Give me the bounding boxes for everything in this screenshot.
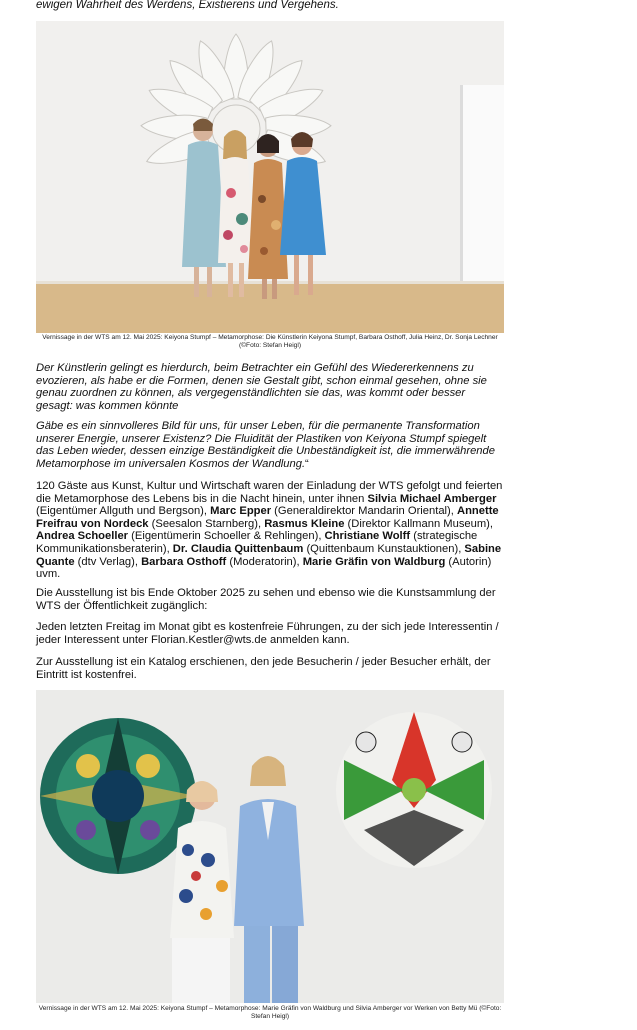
guest-barbara-osthoff: Barbara Osthoff: [141, 555, 227, 568]
intro-tail-text: ewigen Wahrheit des Werdens, Existierens und Vergehens.: [36, 0, 339, 11]
photo-2-image: [36, 690, 504, 1003]
guest-annette-von-nordeck: Annette Freifrau von Nordeck: [36, 505, 499, 530]
tours-paragraph: Jeden letzten Freitag im Monat gibt es kostenfreie Führungen, zu der sich jede Interessentin / jeder Interessent unter Florian.Kestler@wts.de anmelden kann.: [36, 621, 499, 646]
guest-marc-epper: Marc Epper: [210, 505, 272, 518]
quote-paragraph-1: Der Künstlerin gelingt es hierdurch, beim Betrachter ein Gefühl des Wiedererkennens zu evozieren, als habe er die Formen, denen sie Gestalt gibt, schon einmal gesehen, ohne sie genau zuordnen zu können, als vergegenständlichten sie das, was kommt oder besser gesagt: was kommen könnte: [36, 362, 487, 412]
exhibition-paragraph: Die Ausstellung ist bis Ende Oktober 2025 zu sehen und ebenso wie die Kunstsammlung der WTS der Öffentlichkeit zugänglich:: [36, 587, 496, 612]
quote-paragraph-2-text: Gäbe es ein sinnvolleres Bild für uns, für unser Leben, für die permanente Transformation unserer Energie, unserer Existenz? Die Fluidität der Plastiken von Keiyona Stumpf spiegelt das Leben wieder, dessen einzige Beständigkeit die Unbeständigkeit ist, die immerwährende Metamorphose im universalen Kosmos der Wandlung.: [36, 420, 495, 470]
guest-claudia-quittenbaum: Dr. Claudia Quittenbaum: [172, 542, 304, 555]
photo-vernissage-artist-group: [36, 21, 504, 333]
guests-paragraph: 120 Gäste aus Kunst, Kultur und Wirtschaft waren der Einladung der WTS gefolgt und feierten die Metamorphose des Lebens bis in die Nacht hinein, unter ihnen Silvia Michael Amberger (Eigentümer Allguth und Bergson), Marc Epper (Generaldirektor Mandarin Oriental), Annette Freifrau von Nordeck (Seesalon Starnberg), Rasmus Kleine (Direktor Kallmann Museum), Andrea Schoeller (Eigentümerin Schoeller & Rehlingen), Christiane Wolff (strategische Kommunikationsberaterin), Dr. Claudia Quittenbaum (Quittenbaum Kunstauktionen), Sabine Quante (dtv Verlag), Barbara Osthoff (Moderatorin), Marie Gräfin von Waldburg (Autorin) uvm.: [36, 480, 503, 581]
photo-1-image: [36, 21, 504, 333]
guest-andrea-schoeller: Andrea Schoeller: [36, 530, 129, 543]
photo-1-caption: Vernissage in der WTS am 12. Mai 2025: Keiyona Stumpf – Metamorphose: Die Künstlerin Keiyona Stumpf, Barbara Osthoff, Julia Heinz, Dr. Sonja Lechner (©Foto: Stefan Heigl): [42, 334, 498, 349]
guest-michael-amberger: Michael Amberger: [399, 492, 497, 505]
guest-rasmus-kleine: Rasmus Kleine: [264, 517, 345, 530]
guest-christiane-wolff: Christiane Wolff: [324, 530, 411, 543]
guest-marie-von-waldburg: Marie Gräfin von Waldburg: [302, 555, 446, 568]
quote-paragraph-2-end: “: [305, 457, 309, 470]
catalog-paragraph: Zur Ausstellung ist ein Katalog erschienen, den jede Besucherin / jeder Besucher erhält, der Eintritt ist kostenfrei.: [36, 656, 491, 681]
quote-paragraph-2: [36, 420, 504, 470]
photo-vernissage-waldburg-amberger: [36, 690, 504, 1003]
artwork-left-circle: [40, 718, 196, 874]
artwork-right-circle: [336, 712, 492, 868]
photo-2-caption: Vernissage in der WTS am 12. Mai 2025: Keiyona Stumpf – Metamorphose: Marie Gräfin von Waldburg und Silvia Amberger vor Werken von Betty Mü (©Foto: Stefan Heigl): [38, 1005, 502, 1020]
guest-sabine-quante: Sabine Quante: [36, 542, 502, 568]
